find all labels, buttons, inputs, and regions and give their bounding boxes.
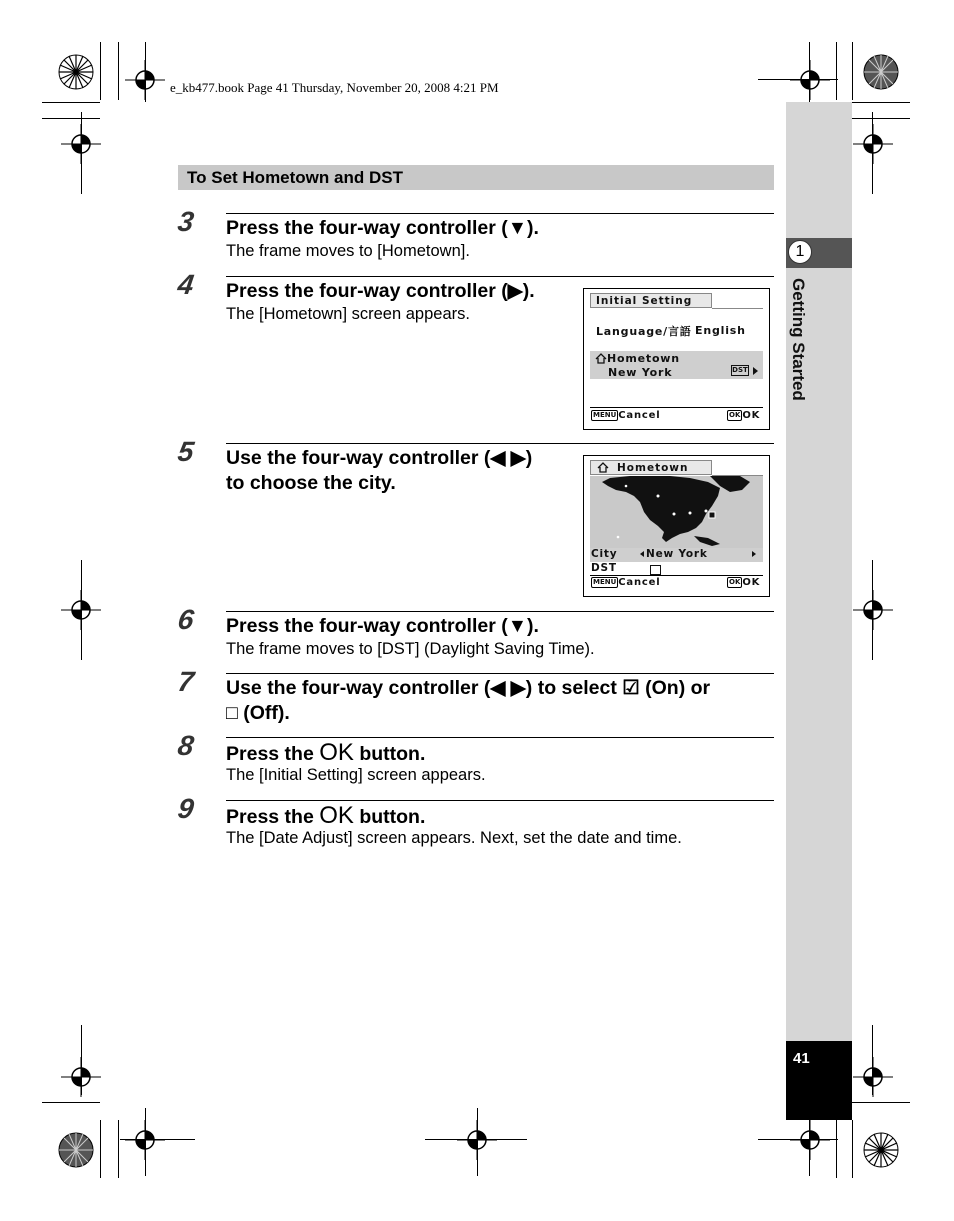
hometown-screen	[583, 455, 770, 597]
step-title: Press the four-way controller (▶).	[226, 280, 535, 302]
crop-mark	[118, 1120, 119, 1178]
section-title-bar	[178, 165, 774, 190]
cancel-label: Cancel	[618, 577, 661, 588]
step-number: 5	[175, 436, 196, 467]
crop-mark	[120, 1139, 195, 1140]
crop-mark	[872, 560, 873, 660]
crop-mark	[758, 79, 838, 80]
cancel-hint	[591, 577, 660, 588]
chapter-title: Getting Started	[789, 278, 808, 401]
step-description: The frame moves to [Hometown].	[226, 242, 470, 260]
step-rule	[573, 443, 774, 444]
registration-rosette-icon	[54, 50, 98, 94]
step-number: 3	[175, 206, 196, 237]
crop-mark	[425, 1139, 527, 1140]
registration-rosette-icon	[54, 1128, 98, 1172]
step-rule	[226, 276, 573, 277]
right-arrow-icon	[753, 367, 758, 375]
registration-rosette-icon	[859, 1128, 903, 1172]
crop-mark	[145, 42, 146, 102]
crop-mark	[852, 102, 910, 103]
crop-mark	[872, 112, 873, 194]
ok-button-label: OK	[319, 802, 354, 829]
step-description: The [Date Adjust] screen appears. Next, set the date and time.	[226, 829, 682, 847]
crop-mark	[81, 112, 82, 194]
crop-mark	[852, 42, 853, 100]
registration-target-icon	[853, 1057, 893, 1097]
hometown-label: Hometown	[607, 352, 680, 365]
page-number: 41	[793, 1050, 810, 1067]
ok-label: OK	[742, 410, 761, 421]
step-title	[226, 803, 425, 830]
crop-mark	[852, 1102, 910, 1103]
footer-line	[590, 575, 763, 576]
step-title-line-1: Use the four-way controller (◀ ▶) to select ☑ (On) or	[226, 677, 711, 699]
city-label: City	[591, 548, 618, 560]
crop-mark	[852, 118, 910, 119]
world-map[interactable]	[590, 476, 763, 548]
step-rule	[226, 737, 774, 738]
step-rule	[226, 673, 774, 674]
ok-hint	[727, 577, 760, 588]
step-rule	[226, 800, 774, 801]
city-value: New York	[646, 548, 708, 560]
section-title: To Set Hometown and DST	[187, 168, 403, 187]
footer-line	[590, 407, 763, 408]
crop-mark	[42, 1102, 100, 1103]
crop-mark	[81, 1025, 82, 1095]
crop-mark	[145, 1108, 146, 1176]
crop-mark	[872, 1025, 873, 1095]
dst-checkbox[interactable]	[650, 565, 661, 575]
ok-key: OK	[729, 411, 741, 419]
step-title-text: Press the	[226, 806, 320, 828]
right-arrow-icon	[752, 551, 756, 557]
step-number: 4	[175, 269, 196, 300]
registration-target-icon	[853, 590, 893, 630]
crop-mark	[836, 42, 837, 100]
ok-button-label: OK	[319, 739, 354, 766]
crop-mark	[81, 560, 82, 660]
registration-rosette-icon	[859, 50, 903, 94]
step-description: The [Hometown] screen appears.	[226, 305, 470, 323]
crop-mark	[852, 1120, 853, 1178]
step-title-text: button.	[353, 806, 426, 828]
print-header: e_kb477.book Page 41 Thursday, November 20, 2008 4:21 PM	[170, 80, 499, 95]
cancel-label: Cancel	[618, 410, 661, 421]
registration-target-icon	[790, 1120, 830, 1160]
dst-badge: DST	[732, 366, 748, 374]
crop-mark	[836, 1120, 837, 1178]
screen-tab-box	[590, 460, 712, 475]
step-title-text: Press the	[226, 743, 320, 765]
step-description: The frame moves to [DST] (Daylight Saving Time).	[226, 640, 595, 658]
step-description: The [Initial Setting] screen appears.	[226, 766, 486, 784]
home-icon	[595, 353, 607, 364]
crop-mark	[809, 42, 810, 102]
step-rule	[226, 213, 774, 214]
crop-mark	[42, 102, 100, 103]
step-rule	[226, 611, 774, 612]
step-rule	[573, 276, 774, 277]
ok-hint	[727, 410, 760, 421]
language-label: Language/言語	[596, 325, 692, 338]
step-number: 7	[175, 666, 196, 697]
ok-key: OK	[729, 578, 741, 586]
crop-mark	[100, 1120, 101, 1178]
step-title-line-1: Use the four-way controller (◀ ▶)	[226, 447, 533, 469]
left-arrow-icon	[640, 551, 644, 557]
crop-mark	[477, 1108, 478, 1176]
crop-mark	[118, 42, 119, 100]
step-title: Press the four-way controller (▼).	[226, 615, 539, 637]
crop-mark	[100, 42, 101, 100]
step-number: 9	[175, 793, 196, 824]
step-title-text: button.	[353, 743, 426, 765]
crop-mark	[758, 1139, 838, 1140]
step-title-line-2: to choose the city.	[226, 472, 396, 494]
crop-mark	[42, 118, 100, 119]
ok-label: OK	[742, 577, 761, 588]
screen-tab: Hometown	[617, 462, 689, 474]
menu-key: MENU	[593, 578, 617, 586]
dst-label: DST	[591, 562, 617, 574]
step-title: Press the four-way controller (▼).	[226, 217, 539, 239]
step-number: 6	[175, 604, 196, 635]
step-title-line-2: □ (Off).	[226, 702, 290, 724]
language-value: English	[695, 324, 746, 337]
registration-target-icon	[790, 60, 830, 100]
step-rule	[226, 443, 573, 444]
menu-key: MENU	[593, 411, 617, 419]
initial-setting-screen	[583, 288, 770, 430]
step-number: 8	[175, 730, 196, 761]
step-title	[226, 740, 425, 767]
tab-line	[712, 308, 763, 309]
hometown-value: New York	[608, 366, 673, 379]
home-icon	[597, 462, 609, 473]
cancel-hint	[591, 410, 660, 421]
chapter-number: 1	[788, 240, 812, 264]
screen-tab: Initial Setting	[590, 293, 712, 308]
registration-target-icon	[853, 124, 893, 164]
